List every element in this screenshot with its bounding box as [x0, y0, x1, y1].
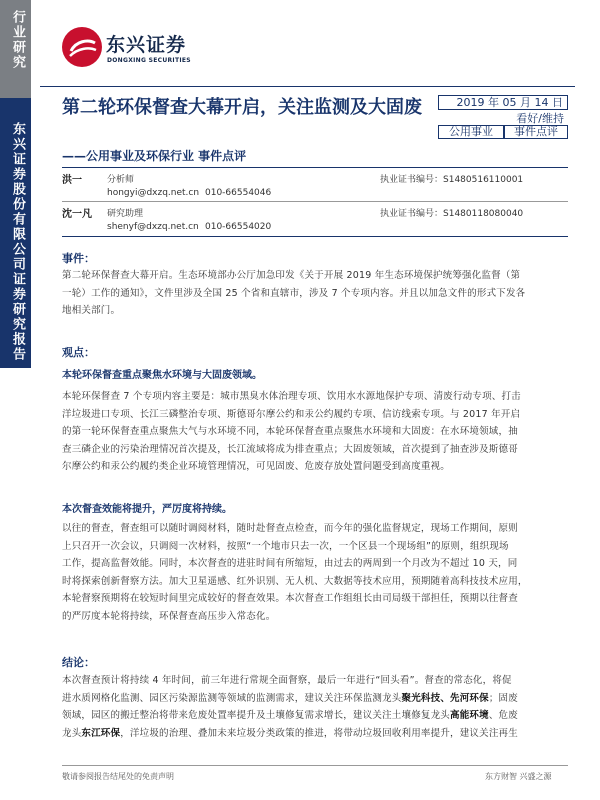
event-heading: 事件：: [62, 252, 95, 265]
conclusion-paragraph: [62, 672, 560, 742]
point2-line: 本轮督察预期将在较短时间里完成较好的督查效果。本次督查工作组组长由司局级干部担任，预期以往督查: [62, 593, 518, 604]
point2-line: 的严厉度本轮将持续，环保督查高压步入常态化。: [62, 610, 276, 622]
point2-line: 以往的督查，督查组可以随时调阅材料，随时赴督查点检查，而今年的强化监督规定，现场工作期间，原则: [62, 523, 518, 534]
page-title: 第二轮环保督查大幕开启，关注监测及大固废: [62, 97, 422, 118]
point1-line: 查三磷企业的污染治理情况首次提及，长江流域将成为排查重点；大固废领域，首次提到了抽查涉及斯德哥: [62, 443, 518, 455]
point2-paragraph: [62, 520, 560, 625]
conclusion-line: [62, 725, 560, 743]
point2-line: 工作，提高监督效能。同时，本次督查的进驻时间有所缩短，由过去的两周到一个月改为不超过 10 天，同: [62, 558, 518, 569]
point2-line: 上只召开一次会议，只调阅一次材料，按照“一个地市只去一次，一个区县一个现场组”的原则，组织现场: [62, 540, 509, 552]
logo-icon: [62, 27, 102, 67]
analyst-name: 洪一: [62, 175, 82, 186]
conclusion-line: [62, 690, 560, 708]
conclusion-text: 进水质网格化监测、园区污染源监测等领域的监测需求，建议关注环保监测龙头: [62, 692, 402, 704]
event-line: 第二轮环保督查大幕开启。生态环境部办公厅加急印发《关于开展 2019 年生态环境保护统筹强化监督（第: [62, 270, 521, 281]
conclusion-text: ；固废: [488, 692, 518, 704]
logo-name-en: DONGXING SECURITIES: [107, 57, 191, 64]
tag-sector: 公用事业: [438, 125, 504, 139]
analyst-phone: 010-66554046: [205, 188, 272, 198]
event-line: 一轮）工作的通知》，文件里涉及全国 25 个省和直辖市，涉及 7 个专项内容。并且以加急文件的形式下发各: [62, 287, 526, 299]
logo-name-cn: 东兴证券: [106, 34, 187, 56]
event-line: 地相关部门。: [62, 305, 121, 316]
point1-line: 的第一轮环保督查重点聚焦大气与水环境不同，本轮环保督查重点聚焦水环境和大固废：在水环境领域，抽: [62, 426, 518, 437]
analyst-cert: 执业证书编号：S1480516110001: [380, 175, 524, 185]
recommended-stocks: 聚光科技、先河环保: [401, 692, 489, 704]
analyst-bottom-divider: [62, 236, 568, 237]
page-subtitle: ——公用事业及环保行业 事件点评: [62, 149, 247, 163]
analyst-divider: [62, 201, 568, 202]
recommended-stock: 东江环保: [81, 727, 121, 739]
analyst-cert: 执业证书编号：S1480118080040: [380, 209, 524, 219]
point1-line: 洋垃圾进口专项、长江三磷整治专项、斯德哥尔摩公约和汞公约履约专项、信访线索专项。与 2017 年开启: [62, 408, 521, 420]
analyst-role: 分析师: [107, 175, 135, 185]
header-divider: [40, 86, 575, 87]
views-heading: 观点：: [62, 346, 95, 359]
analyst-top-divider: [62, 167, 568, 168]
analyst-email[interactable]: hongyi@dxzq.net.cn: [107, 188, 200, 198]
point1-title: 本轮环保督查重点聚焦水环境与大固废领域。: [62, 370, 262, 381]
conclusion-text: 龙头: [62, 727, 82, 739]
sidebar-company: [0, 98, 31, 368]
point1-line: 本轮环保督查 7 个专项内容主要是：城市黑臭水体治理专项、饮用水水源地保护专项、清废行动专项、打击: [62, 391, 521, 402]
sidebar-company-label: 东兴证券股份有限公司证券研究报告: [10, 122, 25, 362]
footer-divider: [62, 765, 568, 766]
analyst-email[interactable]: shenyf@dxzq.net.cn: [107, 222, 199, 232]
conclusion-heading: 结论：: [62, 656, 95, 669]
analyst-name: 沈一凡: [62, 209, 92, 220]
sidebar-category: [0, 0, 31, 98]
event-paragraph: [62, 267, 560, 320]
sidebar-category-label: 行业研究: [10, 10, 25, 70]
rating-label: 看好/维持: [516, 112, 564, 125]
point2-line: 时将探索创新督察方法。加大卫星遥感、红外识别、无人机、大数据等技术应用，预期随着高科技技术应用，: [62, 575, 528, 587]
analyst-role: 研究助理: [107, 209, 144, 219]
conclusion-line: 本次督查预计将持续 4 年时间，前三年进行常规全面督察，最后一年进行“回头看”。督查的常态化，将促: [62, 675, 512, 686]
report-date: 2019 年 05 月 14 日: [438, 95, 568, 110]
conclusion-text: ，洋垃圾的治理、叠加未来垃圾分类政策的推进，将带动垃圾回收利用率提升，建议关注再生: [120, 727, 518, 739]
conclusion-text: 领域，园区的搬迁整治将带来危废处置率提升及土壤修复需求增长，建议关注土壤修复龙头: [62, 710, 451, 721]
point1-line: 尔摩公约和汞公约履约类企业环境管理情况，可见固废、危废存放处置问题受到高度重视。: [62, 461, 451, 472]
footer-disclaimer: 敬请参阅报告结尾处的免责声明: [62, 772, 174, 781]
analyst-phone: 010-66554020: [205, 222, 272, 232]
recommended-stock: 高能环境: [450, 710, 489, 721]
point2-title: 本次督查效能将提升，严厉度将持续。: [62, 504, 232, 515]
conclusion-text: 、危废: [488, 710, 518, 721]
footer-slogan: 东方财智 兴盛之源: [485, 772, 552, 781]
point1-paragraph: [62, 388, 560, 476]
conclusion-line: [62, 707, 560, 725]
tag-type: 事件点评: [504, 125, 568, 139]
